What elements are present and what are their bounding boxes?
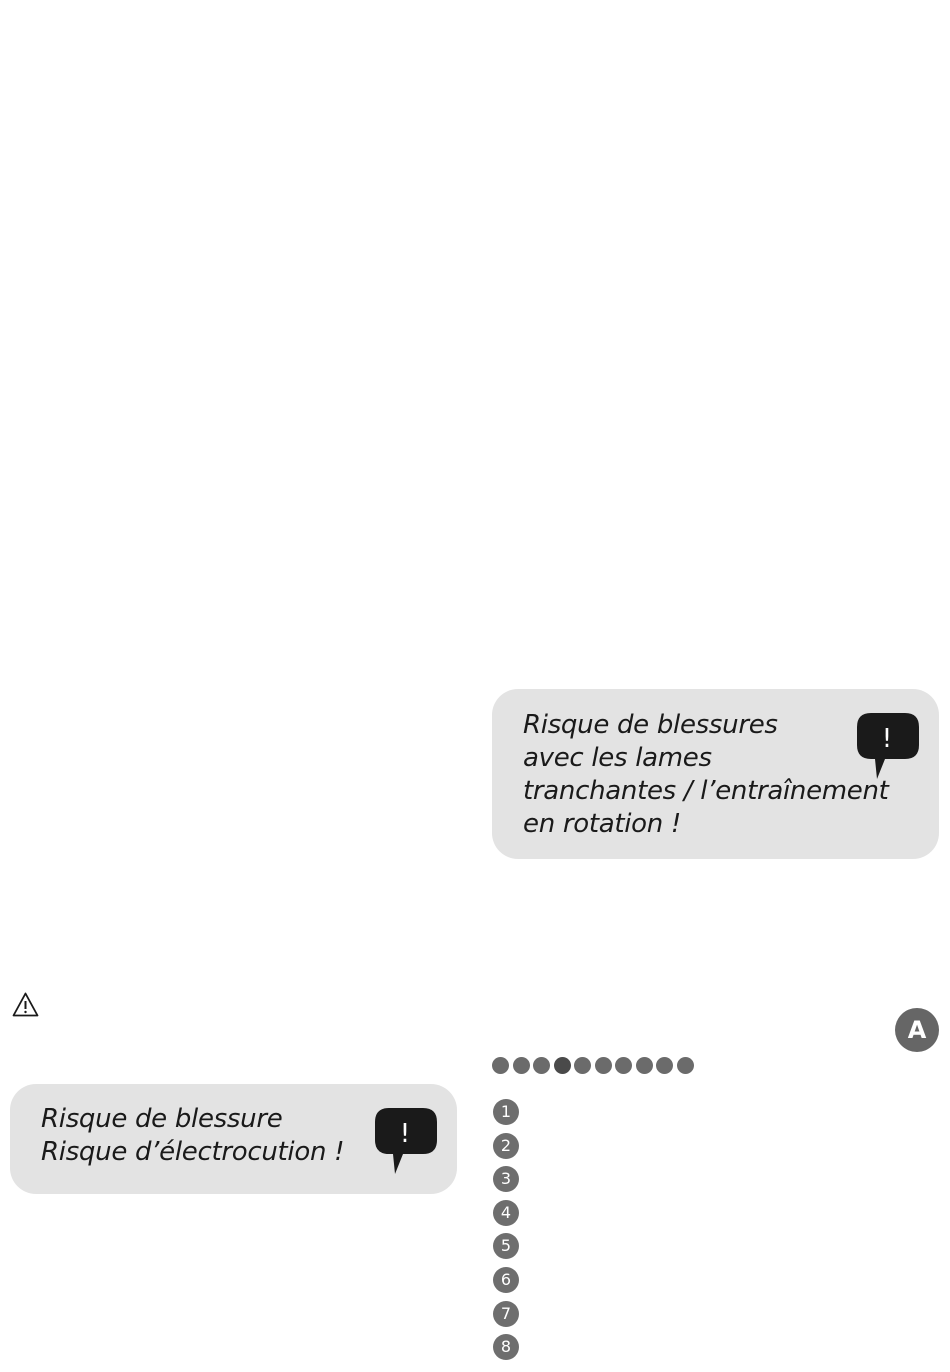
parts-dots-row — [492, 1057, 694, 1074]
part-number-4: 4 — [493, 1200, 519, 1226]
warning-triangle-icon — [12, 992, 39, 1017]
warning-electric-line-2: Risque d’électrocution ! — [41, 1137, 345, 1167]
part-number-1: 1 — [493, 1099, 519, 1125]
parts-dot — [656, 1057, 673, 1074]
parts-dot — [677, 1057, 694, 1074]
parts-dot — [615, 1057, 632, 1074]
part-number-2: 2 — [493, 1133, 519, 1159]
part-number-7: 7 — [493, 1301, 519, 1327]
parts-dot — [574, 1057, 591, 1074]
part-number-3: 3 — [493, 1166, 519, 1192]
warning-box-electric — [10, 1084, 457, 1194]
warning-blades-line-2: avec les lames — [523, 743, 712, 773]
exclamation-speech-bubble-icon — [373, 1106, 439, 1176]
part-number-8: 8 — [493, 1334, 519, 1360]
warning-electric-line-1: Risque de blessure — [41, 1104, 283, 1134]
svg-text:!: ! — [399, 1119, 411, 1149]
parts-dot — [636, 1057, 653, 1074]
part-number-5: 5 — [493, 1233, 519, 1259]
warning-blades-line-1: Risque de blessures — [523, 710, 778, 740]
parts-dot — [513, 1057, 530, 1074]
svg-text:!: ! — [881, 724, 893, 754]
exclamation-speech-bubble-icon — [855, 711, 921, 781]
figure-badge: A — [895, 1008, 939, 1052]
warning-blades-line-3: tranchantes / l’entraînement — [523, 776, 889, 806]
parts-dot — [533, 1057, 550, 1074]
parts-dot — [492, 1057, 509, 1074]
parts-dot — [595, 1057, 612, 1074]
warning-box-blades — [492, 689, 939, 859]
parts-dot — [554, 1057, 571, 1074]
part-number-6: 6 — [493, 1267, 519, 1293]
warning-blades-line-4: en rotation ! — [523, 809, 682, 839]
